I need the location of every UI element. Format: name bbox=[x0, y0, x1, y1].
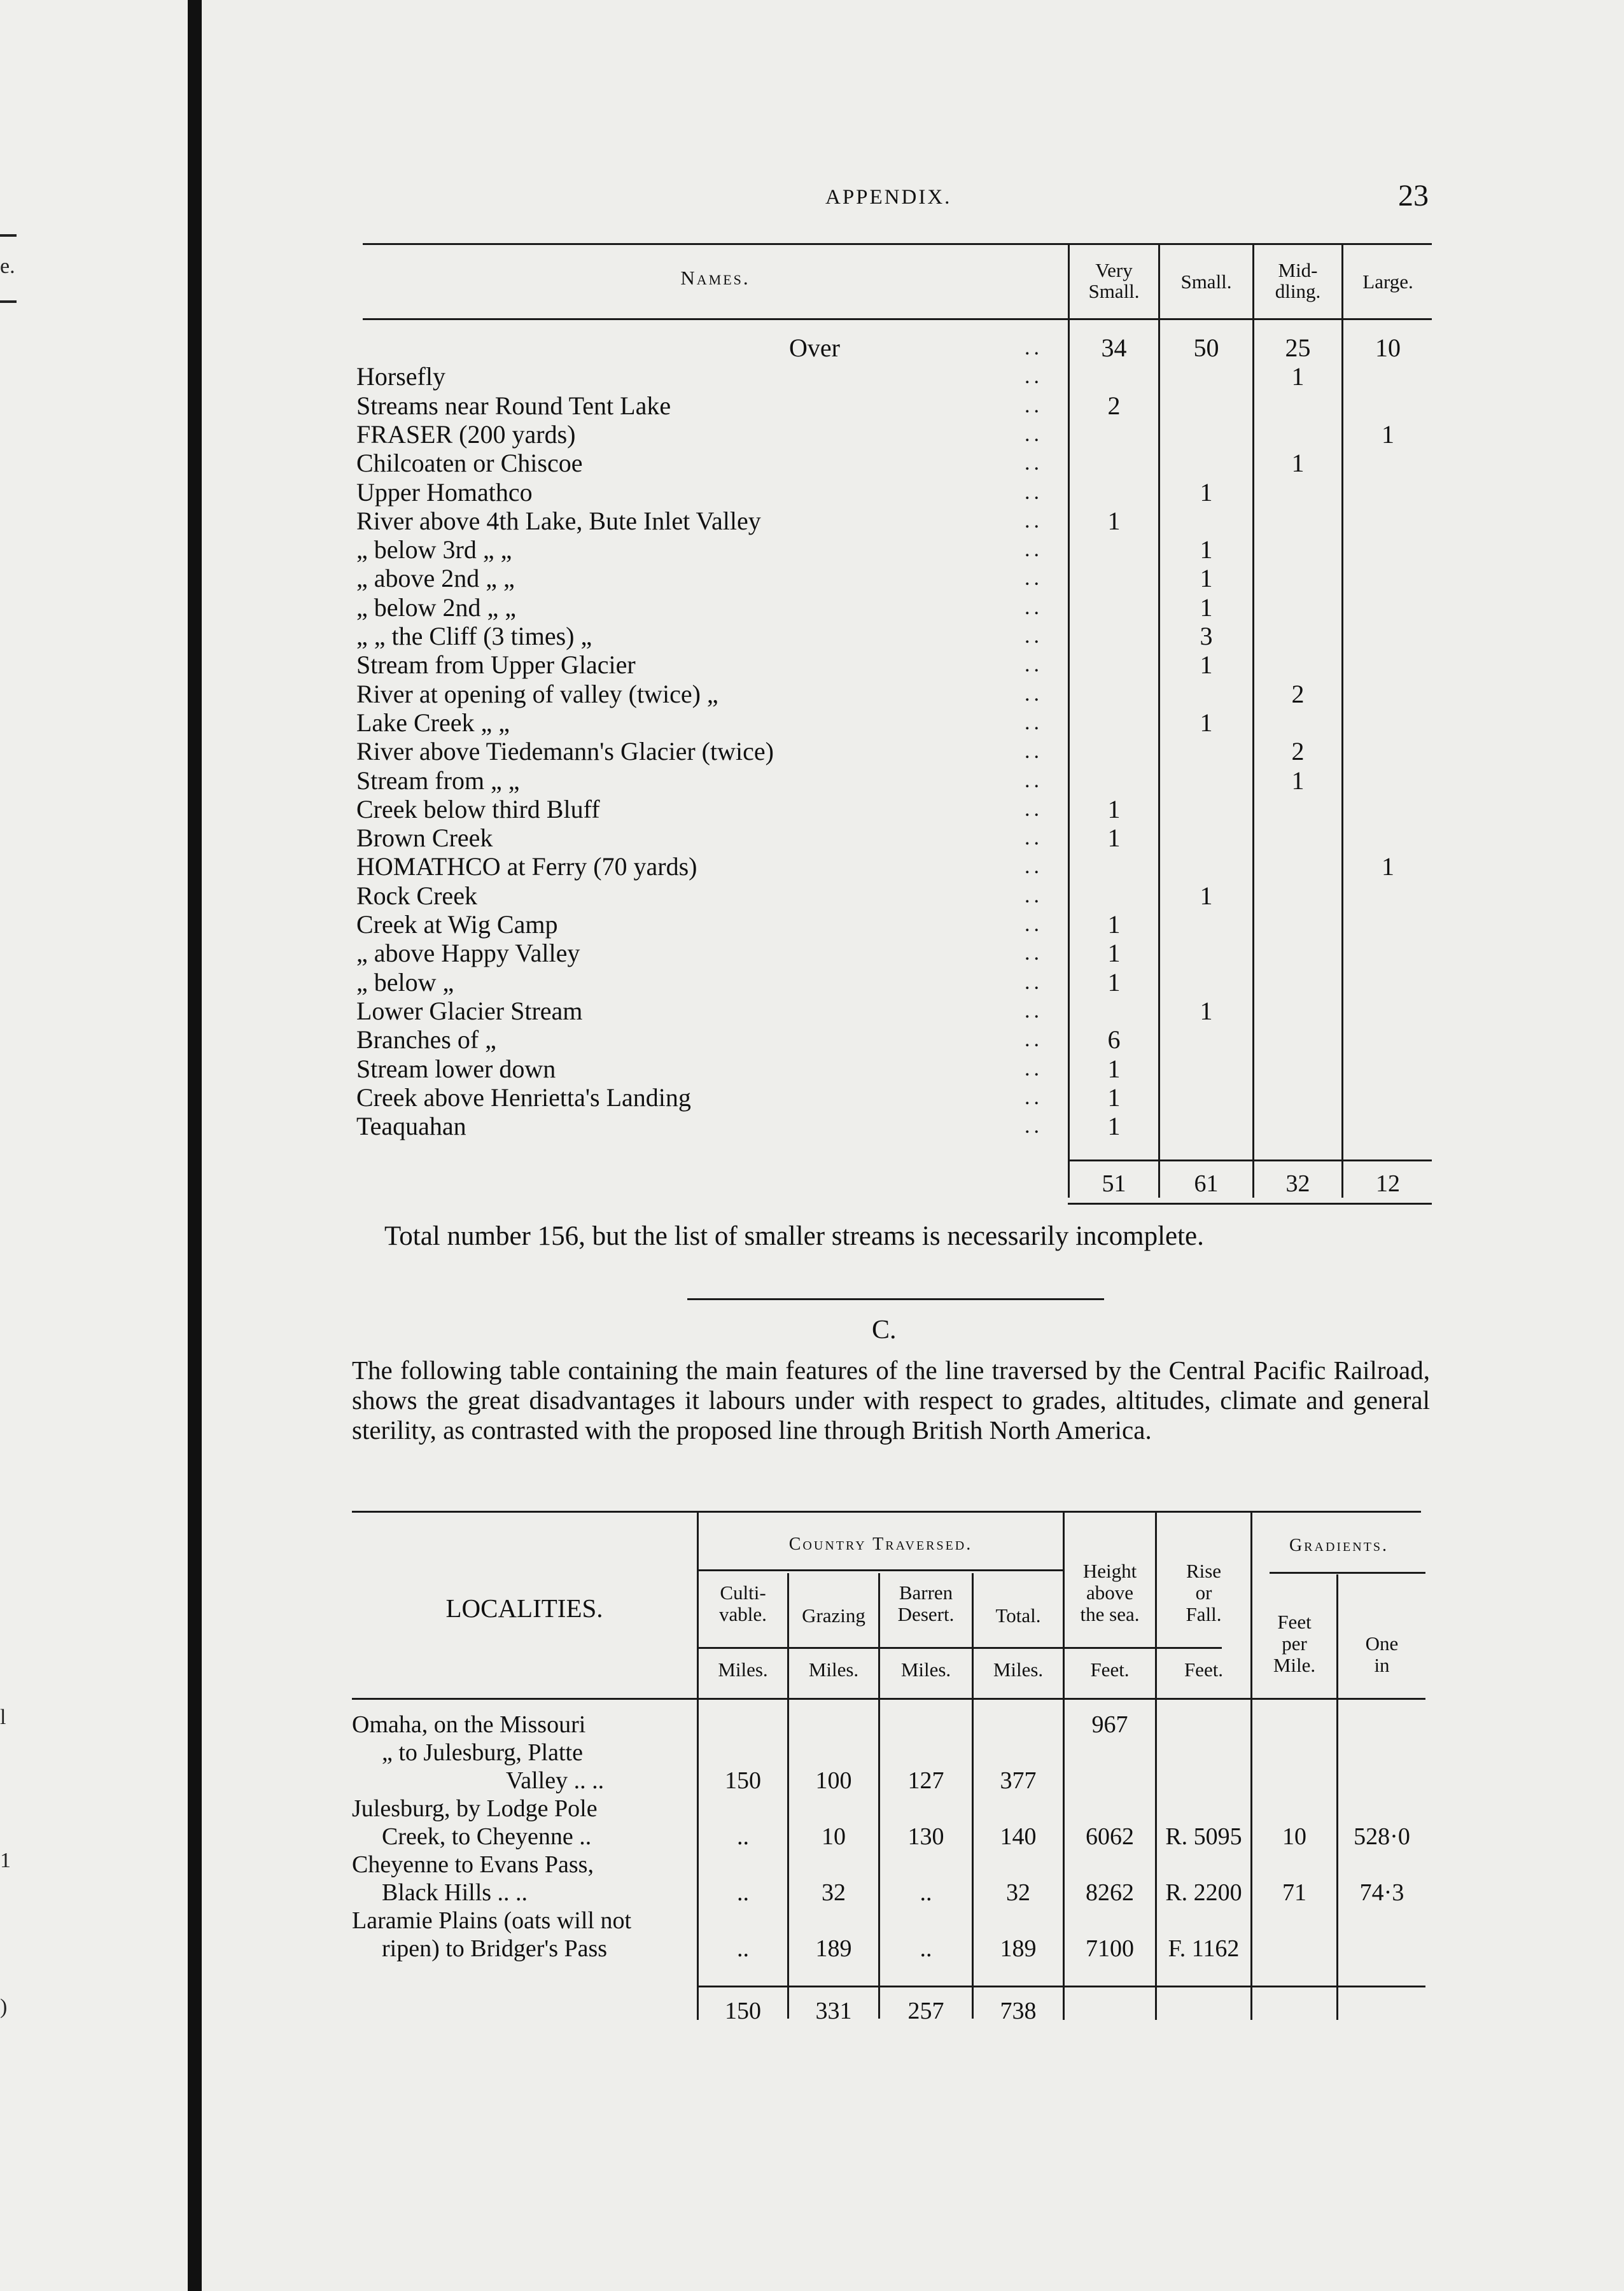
stream-name: „ „ the Cliff (3 times) „ bbox=[356, 622, 592, 650]
leader-dots: .. bbox=[1025, 682, 1043, 706]
cell-small: 1 bbox=[1200, 564, 1213, 593]
leader-dots: .. bbox=[1025, 1028, 1043, 1052]
text-fragment: l bbox=[0, 1706, 6, 1729]
stream-name: River at opening of valley (twice) „ bbox=[356, 679, 718, 708]
table-row bbox=[356, 478, 1432, 507]
cell-rise: R. 5095 bbox=[1165, 1823, 1242, 1850]
very-small-header: Very Small. bbox=[1088, 259, 1140, 302]
stream-name: HOMATHCO at Ferry (70 yards) bbox=[356, 852, 697, 881]
group-rule bbox=[697, 1569, 1063, 1571]
cell-one-in: 528·0 bbox=[1354, 1823, 1410, 1850]
cell-rise: R. 2200 bbox=[1165, 1879, 1242, 1906]
locality-text: Black Hills .. .. bbox=[382, 1879, 528, 1906]
cell-small: 50 bbox=[1193, 333, 1219, 362]
stream-name: River above Tiedemann's Glacier (twice) bbox=[356, 737, 774, 766]
cell-barren: .. bbox=[920, 1879, 932, 1906]
barren-header: Barren Desert. bbox=[897, 1581, 955, 1625]
stream-name: „ below „ bbox=[356, 967, 454, 997]
locality-text: ripen) to Bridger's Pass bbox=[382, 1935, 608, 1962]
table-row bbox=[356, 1083, 1432, 1112]
section-paragraph: The following table containing the main features of the line traversed by the Central Pacific Railroad, shows the great disadvantages it labours under with respect to grades, altitudes, climate and general sterility, as contrasted with the proposed line through British North America. bbox=[352, 1356, 1430, 1445]
cell-small: 3 bbox=[1200, 622, 1213, 650]
leader-dots: .. bbox=[1025, 566, 1043, 591]
header-rule bbox=[352, 1698, 1425, 1700]
stream-name: „ below 3rd „ „ bbox=[356, 535, 512, 564]
stream-name: Stream from Upper Glacier bbox=[356, 650, 636, 680]
table-bottom-rule bbox=[1068, 1203, 1432, 1205]
cell-height: 7100 bbox=[1086, 1935, 1134, 1962]
cell-large: 10 bbox=[1375, 333, 1401, 362]
stream-name: Lower Glacier Stream bbox=[356, 996, 583, 1025]
stream-name: River above 4th Lake, Bute Inlet Valley bbox=[356, 506, 761, 535]
unit-label: Feet. bbox=[1090, 1658, 1130, 1681]
stream-name: Creek above Henrietta's Landing bbox=[356, 1082, 691, 1112]
cell-total: 377 bbox=[1000, 1767, 1037, 1794]
header-rule bbox=[363, 318, 1432, 320]
cell-very-small: 6 bbox=[1107, 1025, 1121, 1054]
cell-one-in: 74·3 bbox=[1359, 1879, 1404, 1906]
table-row bbox=[356, 420, 1432, 449]
streams-note: Total number 156, but the list of smaller streams is necessarily incomplete. bbox=[384, 1221, 1204, 1251]
table-row bbox=[356, 650, 1432, 679]
table-row bbox=[356, 766, 1432, 795]
leader-dots: .. bbox=[1025, 855, 1043, 879]
leader-dots: .. bbox=[1025, 336, 1043, 360]
middling-header: Mid- dling. bbox=[1275, 259, 1321, 302]
leader-dots: .. bbox=[1025, 451, 1043, 475]
cell-grazing: 32 bbox=[822, 1879, 846, 1906]
leader-dots: .. bbox=[1025, 422, 1043, 446]
leader-dots: .. bbox=[1025, 941, 1043, 965]
page-number: 23 bbox=[1398, 179, 1429, 213]
text-fragment: e. bbox=[0, 255, 15, 278]
stream-name: „ above 2nd „ „ bbox=[356, 564, 515, 593]
cell-height: 8262 bbox=[1086, 1879, 1134, 1906]
total-grazing: 331 bbox=[815, 1998, 852, 2024]
group-rule bbox=[1270, 1572, 1425, 1574]
table-row bbox=[356, 823, 1432, 852]
country-traversed-header: Country Traversed. bbox=[788, 1534, 973, 1554]
cell-middling: 2 bbox=[1291, 737, 1305, 766]
cell-barren: 127 bbox=[907, 1767, 944, 1794]
leader-dots: .. bbox=[1025, 768, 1043, 792]
leader-dots: .. bbox=[1025, 595, 1043, 619]
cell-middling: 1 bbox=[1291, 362, 1305, 391]
leader-dots: .. bbox=[1025, 710, 1043, 734]
grazing-header: Grazing bbox=[802, 1604, 865, 1627]
cell-total: 140 bbox=[1000, 1823, 1037, 1850]
leader-dots: .. bbox=[1025, 538, 1043, 562]
stream-name: FRASER (200 yards) bbox=[356, 419, 576, 449]
locality-text: Cheyenne to Evans Pass, bbox=[352, 1851, 594, 1878]
cell-height: 6062 bbox=[1086, 1823, 1134, 1850]
cell-grazing: 100 bbox=[815, 1767, 852, 1794]
total-small: 61 bbox=[1194, 1170, 1219, 1197]
rule-fragment bbox=[0, 234, 17, 237]
unit-label: Miles. bbox=[900, 1658, 951, 1681]
table-row bbox=[356, 939, 1432, 967]
stream-name: Stream from „ „ bbox=[356, 766, 520, 795]
large-header: Large. bbox=[1362, 270, 1413, 293]
one-in-header: One in bbox=[1365, 1632, 1399, 1676]
rise-header: Rise or Fall. bbox=[1186, 1560, 1222, 1625]
table-row bbox=[356, 362, 1432, 391]
cell-total: 189 bbox=[1000, 1935, 1037, 1962]
cell-middling: 1 bbox=[1291, 766, 1305, 795]
cell-middling: 25 bbox=[1285, 333, 1311, 362]
cultivable-header: Culti- vable. bbox=[719, 1581, 767, 1625]
cell-small: 1 bbox=[1200, 477, 1213, 507]
leader-dots: .. bbox=[1025, 1114, 1043, 1138]
cell-small: 1 bbox=[1200, 996, 1213, 1025]
sum-rule bbox=[1068, 1160, 1432, 1161]
small-header: Small. bbox=[1180, 270, 1232, 293]
leader-dots: .. bbox=[1025, 998, 1043, 1023]
total-middling: 32 bbox=[1285, 1170, 1310, 1197]
section-divider bbox=[687, 1298, 1104, 1300]
stream-name: Creek below third Bluff bbox=[356, 794, 600, 823]
table-row bbox=[356, 795, 1432, 823]
total-total: 738 bbox=[1000, 1998, 1037, 2024]
locality-text: Valley .. .. bbox=[506, 1767, 605, 1794]
cell-middling: 1 bbox=[1291, 449, 1305, 478]
leader-dots: .. bbox=[1025, 826, 1043, 850]
gradients-header: Gradients. bbox=[1289, 1536, 1389, 1555]
localities-header: LOCALITIES. bbox=[445, 1594, 603, 1623]
feet-per-mile-header: Feet per Mile. bbox=[1273, 1611, 1316, 1676]
cell-feet-per-mile: 71 bbox=[1282, 1879, 1306, 1906]
table-top-rule bbox=[363, 243, 1432, 245]
cell-very-small: 1 bbox=[1107, 1082, 1121, 1112]
cell-large: 1 bbox=[1382, 852, 1394, 881]
leader-dots: .. bbox=[1025, 797, 1043, 821]
unit-label: Miles. bbox=[718, 1658, 768, 1681]
cell-height: 967 bbox=[1091, 1711, 1128, 1738]
cell-cultivable: .. bbox=[737, 1935, 749, 1962]
column-divider bbox=[1250, 1511, 1252, 2020]
total-very-small: 51 bbox=[1102, 1170, 1126, 1197]
height-header: Height above the sea. bbox=[1080, 1560, 1140, 1625]
cell-very-small: 1 bbox=[1107, 939, 1121, 968]
table-row bbox=[356, 535, 1432, 564]
cell-cultivable: .. bbox=[737, 1879, 749, 1906]
cell-small: 1 bbox=[1200, 881, 1213, 910]
leader-dots: .. bbox=[1025, 913, 1043, 936]
unit-label: Miles. bbox=[993, 1658, 1044, 1681]
stream-name: Lake Creek „ „ bbox=[356, 708, 510, 737]
locality-text: „ to Julesburg, Platte bbox=[382, 1739, 583, 1766]
table-row bbox=[356, 449, 1432, 477]
table-row bbox=[356, 997, 1432, 1025]
leader-dots: .. bbox=[1025, 883, 1043, 907]
table-row bbox=[356, 737, 1432, 766]
cell-very-small: 1 bbox=[1107, 823, 1121, 853]
cell-feet-per-mile: 10 bbox=[1282, 1823, 1306, 1850]
table-row bbox=[356, 391, 1432, 420]
leader-dots: .. bbox=[1025, 1085, 1043, 1109]
stream-name: Creek at Wig Camp bbox=[356, 910, 558, 939]
table-row bbox=[356, 968, 1432, 997]
locality-text: Laramie Plains (oats will not bbox=[352, 1907, 632, 1934]
cell-barren: .. bbox=[920, 1935, 932, 1962]
cell-small: 1 bbox=[1200, 535, 1213, 564]
table-row bbox=[356, 708, 1432, 737]
names-header: Names. bbox=[680, 267, 750, 289]
cell-cultivable: .. bbox=[737, 1823, 749, 1850]
table-row bbox=[356, 564, 1432, 592]
table-row bbox=[356, 1054, 1432, 1083]
cell-very-small: 1 bbox=[1107, 910, 1121, 939]
table-top-rule bbox=[352, 1511, 1421, 1513]
cell-grazing: 189 bbox=[815, 1935, 852, 1962]
locality-text: Creek, to Cheyenne .. bbox=[382, 1823, 592, 1850]
cell-small: 1 bbox=[1200, 650, 1213, 680]
table-row bbox=[356, 910, 1432, 939]
leader-dots: .. bbox=[1025, 393, 1043, 417]
units-rule bbox=[697, 1647, 1222, 1649]
section-heading: C. bbox=[872, 1315, 897, 1345]
rule-fragment bbox=[0, 300, 17, 303]
table-row bbox=[356, 1025, 1432, 1054]
cell-grazing: 10 bbox=[822, 1823, 846, 1850]
stream-name: Stream lower down bbox=[356, 1054, 556, 1083]
table-row bbox=[356, 622, 1432, 650]
leader-dots: .. bbox=[1025, 624, 1043, 648]
stream-name: „ below 2nd „ „ bbox=[356, 592, 517, 622]
unit-label: Miles. bbox=[808, 1658, 859, 1681]
table-row bbox=[356, 881, 1432, 910]
stream-name: Chilcoaten or Chiscoe bbox=[356, 449, 583, 478]
cell-very-small: 2 bbox=[1107, 391, 1121, 420]
book-gutter bbox=[188, 0, 202, 2291]
cell-rise: F. 1162 bbox=[1168, 1935, 1240, 1962]
cell-cultivable: 150 bbox=[725, 1767, 761, 1794]
stream-name: Upper Homathco bbox=[356, 477, 533, 507]
table-row bbox=[356, 1112, 1432, 1140]
total-barren: 257 bbox=[907, 1998, 944, 2024]
text-fragment: 1 bbox=[0, 1849, 11, 1872]
cell-large: 1 bbox=[1382, 419, 1394, 449]
leader-dots: .. bbox=[1025, 1056, 1043, 1081]
stream-name: Streams near Round Tent Lake bbox=[356, 391, 671, 420]
cell-small: 1 bbox=[1200, 708, 1213, 737]
stream-name: „ above Happy Valley bbox=[356, 939, 580, 968]
locality-text: Julesburg, by Lodge Pole bbox=[352, 1795, 598, 1822]
cell-very-small: 1 bbox=[1107, 506, 1121, 535]
cell-very-small: 1 bbox=[1107, 794, 1121, 823]
cell-very-small: 1 bbox=[1107, 1054, 1121, 1083]
leader-dots: .. bbox=[1025, 739, 1043, 764]
unit-label: Feet. bbox=[1184, 1658, 1224, 1681]
leader-dots: .. bbox=[1025, 653, 1043, 677]
table-row bbox=[356, 593, 1432, 622]
leader-dots: .. bbox=[1025, 365, 1043, 389]
total-header: Total. bbox=[995, 1604, 1041, 1627]
cell-very-small: 1 bbox=[1107, 967, 1121, 997]
cell-very-small: 1 bbox=[1107, 1112, 1121, 1141]
text-fragment: ) bbox=[0, 1995, 8, 2019]
leader-dots: .. bbox=[1025, 970, 1043, 994]
stream-name: Horsefly bbox=[356, 362, 445, 391]
leader-dots: .. bbox=[1025, 480, 1043, 504]
table-row bbox=[356, 507, 1432, 535]
cell-total: 32 bbox=[1006, 1879, 1030, 1906]
stream-name: Brown Creek bbox=[356, 823, 493, 853]
stream-name: Rock Creek bbox=[356, 881, 477, 910]
stream-name: Over bbox=[789, 333, 840, 362]
table-row bbox=[356, 852, 1432, 881]
cell-small: 1 bbox=[1200, 592, 1213, 622]
table-row bbox=[356, 333, 1432, 362]
locality-text: Omaha, on the Missouri bbox=[352, 1711, 586, 1738]
table-row bbox=[356, 680, 1432, 708]
leader-dots: .. bbox=[1025, 508, 1043, 533]
cell-very-small: 34 bbox=[1101, 333, 1127, 362]
running-title: APPENDIX. bbox=[825, 186, 952, 209]
stream-name: Teaquahan bbox=[356, 1112, 466, 1141]
cell-barren: 130 bbox=[907, 1823, 944, 1850]
total-cultivable: 150 bbox=[725, 1998, 761, 2024]
total-large: 12 bbox=[1376, 1170, 1400, 1197]
left-page-fragment bbox=[0, 0, 188, 2291]
sum-rule bbox=[697, 1986, 1425, 1987]
cell-middling: 2 bbox=[1291, 679, 1305, 708]
stream-name: Branches of „ bbox=[356, 1025, 496, 1054]
